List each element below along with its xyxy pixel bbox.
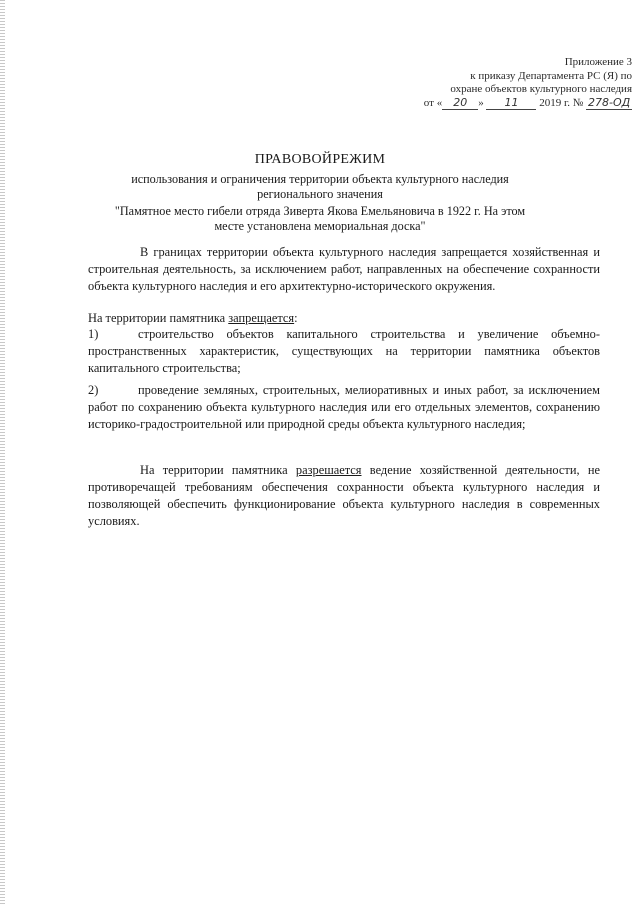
appendix-line-2: к приказу Департамента РС (Я) по: [470, 69, 632, 82]
prohibited-intro-suffix: :: [294, 311, 298, 325]
prohibited-word: запрещается: [228, 311, 295, 325]
allowed-word: разрешается: [295, 463, 362, 477]
appendix-line-3: охране объектов культурного наследия: [450, 83, 632, 95]
document-subtitle: использования и ограничения территории объекта культурного наследия регионального значения: [131, 172, 509, 201]
list-item-number: 1): [88, 327, 99, 341]
appendix-header: [332, 56, 632, 110]
document-title: ПРАВОВОЙРЕЖИМ: [254, 152, 386, 167]
appendix-date-line: [332, 97, 632, 111]
handwritten-month: 11: [486, 97, 536, 110]
list-item: [88, 326, 600, 377]
handwritten-day: 20: [442, 97, 478, 110]
prohibited-intro: [88, 310, 600, 327]
date-mid: »: [478, 96, 484, 109]
object-name: "Памятное место гибели отряда Зиверта Якова Емельяновича в 1922 г. На этом месте установлена мемориальная доска": [114, 204, 526, 233]
list-item-text: строительство объектов капитального строительства и увеличение объемно-пространственных характеристик, существующих на территории памятника объектов капитального строительства;: [88, 327, 600, 375]
scan-edge-artifact: [0, 0, 5, 905]
paragraph-allowed: [88, 462, 600, 530]
paragraph-restrictions: В границах территории объекта культурного наследия запрещается хозяйственная и строительная деятельность, за исключением работ, направленных на обеспечение сохранности объекта культурного наследия и его архитектурно-исторического окружения.: [88, 245, 600, 293]
list-item: [88, 382, 600, 433]
list-item-number: 2): [88, 383, 99, 397]
date-prefix: от «: [423, 96, 443, 109]
allowed-suffix: ведение хозяйственной деятельности, не противоречащей требованиям обеспечения сохранности объекта культурного наследия и позволяющей обеспечить функционирование объекта культурного наследия в современных условиях.: [88, 463, 601, 528]
handwritten-order-number: 278-ОД: [588, 95, 631, 109]
allowed-prefix: На территории памятника: [140, 463, 296, 477]
list-item-text: проведение земляных, строительных, мелиоративных и иных работ, за исключением работ по сохранению объекта культурного наследия или его отдельных элементов, сохранению историко-градостроительной или природной среды объекта культурного наследия;: [88, 383, 600, 431]
date-year: 2019 г. №: [539, 96, 584, 109]
appendix-line-1: Приложение 3: [564, 56, 632, 68]
prohibited-intro-prefix: На территории памятника: [88, 311, 229, 325]
